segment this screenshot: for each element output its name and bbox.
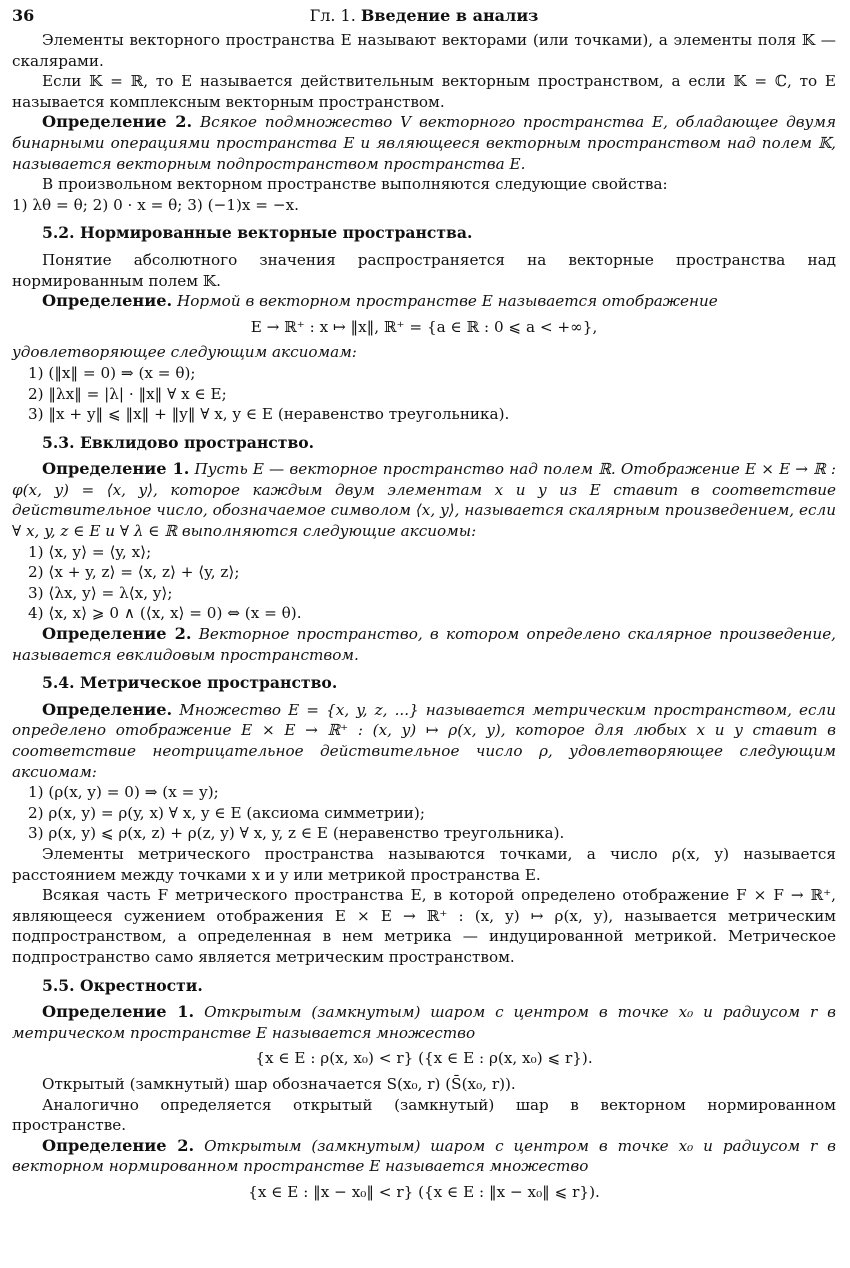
definition-label: Определение 1. bbox=[42, 459, 190, 479]
definition-ball-normed bbox=[12, 1136, 836, 1177]
ball-formula: {x ∈ E : ρ(x, x₀) < r} ({x ∈ E : ρ(x, x₀) ⩽ r}). bbox=[255, 1049, 593, 1068]
running-header bbox=[12, 4, 836, 30]
metric-axiom-1: 1) (ρ(x, y) = 0) ⇒ (x = y); bbox=[28, 783, 219, 802]
section-5-2-heading: 5.2. Нормированные векторные пространства. bbox=[42, 223, 473, 243]
section-5-3-heading: 5.3. Евклидово пространство. bbox=[42, 432, 315, 452]
metric-axiom-2: 2) ρ(x, y) = ρ(y, x) ∀ x, y ∈ E (аксиома симметрии); bbox=[28, 803, 425, 822]
definition-norm bbox=[12, 291, 836, 312]
paragraph-ball-notation: Открытый (замкнутый) шар обозначается S(x₀, r) (S̄(x₀, r)). bbox=[42, 1074, 516, 1093]
paragraph-ball-normed: Аналогично определяется открытый (замкнутый) шар в векторном нормированном пространстве. bbox=[12, 1095, 836, 1135]
definition-metric bbox=[12, 700, 836, 782]
paragraph-properties: В произвольном векторном пространстве выполняются следующие свойства: bbox=[42, 175, 668, 194]
scalar-axiom-1: 1) ⟨x, y⟩ = ⟨y, x⟩; bbox=[28, 542, 152, 561]
definition-ball-metric bbox=[12, 1002, 836, 1043]
scalar-axiom-3: 3) ⟨λx, y⟩ = λ⟨x, y⟩; bbox=[28, 583, 173, 602]
paragraph-real-complex: Если 𝕂 = ℝ, то E называется действительным векторным пространством, а если 𝕂 = ℂ, то E называется комплексным векторным пространством. bbox=[12, 72, 836, 111]
definition-text: Множество E = {x, y, z, ...} называется метрическим пространством, если определено отображение E × E → ℝ⁺ : (x, y) ↦ ρ(x, y), которое для любых x и y ставит в соответствие неотрицательное действительное число ρ, удовлетворяющее следующим аксиомам: bbox=[12, 700, 837, 781]
definition-label: Определение. bbox=[42, 291, 173, 311]
paragraph-points-distance: Элементы метрического пространства называются точками, а число ρ(x, y) называется расстоянием между точками x и y или метрикой пространства E. bbox=[12, 844, 836, 884]
scalar-axiom-4: 4) ⟨x, x⟩ ⩾ 0 ∧ (⟨x, x⟩ = 0) ⇔ (x = θ). bbox=[28, 604, 302, 623]
paragraph-vectors-scalars: Элементы векторного пространства E называют векторами (или точками), а элементы поля 𝕂 — скалярами. bbox=[12, 31, 836, 70]
paragraph-subspace: Всякая часть F метрического пространства E, в которой определено отображение F × F → ℝ⁺, являющееся сужением отображения E × E → ℝ⁺ : (x, y) ↦ ρ(x, y), называется метрическим подпространством, а определенная в нем метрика — индуцированной метрикой. Метрическое подпространство само является метрическим пространством. bbox=[12, 886, 836, 966]
chapter-heading bbox=[12, 6, 836, 27]
norm-axiom-3: 3) ‖x + y‖ ⩽ ‖x‖ + ‖y‖ ∀ x, y ∈ E (неравенство треугольника). bbox=[28, 405, 510, 424]
definition-text: Нормой в векторном пространстве E называется отображение bbox=[176, 292, 718, 311]
definition-label: Определение 1. bbox=[42, 1002, 195, 1022]
chapter-number: Гл. 1. bbox=[309, 6, 356, 25]
definition-euclidean bbox=[12, 624, 836, 665]
norm-axiom-1: 1) (‖x‖ = 0) ⇒ (x = θ); bbox=[28, 363, 196, 382]
page-number: 36 bbox=[12, 6, 35, 25]
definition-scalar-product bbox=[12, 459, 836, 541]
definition-text: Всякое подмножество V векторного пространства E, обладающее двумя бинарными операциями пространства E и являющееся векторным пространством над полем 𝕂, называется векторным подпространством пространства E. bbox=[12, 113, 837, 173]
ball-normed-formula: {x ∈ E : ‖x − x₀‖ < r} ({x ∈ E : ‖x − x₀‖ ⩽ r}). bbox=[248, 1182, 600, 1201]
definition-label: Определение 2. bbox=[42, 624, 192, 644]
definition-label: Определение 2. bbox=[42, 1135, 195, 1155]
scalar-axiom-2: 2) ⟨x + y, z⟩ = ⟨x, z⟩ + ⟨y, z⟩; bbox=[28, 563, 240, 582]
properties-line: 1) λθ = θ; 2) 0 · x = θ; 3) (−1)x = −x. bbox=[12, 195, 299, 214]
metric-axiom-3: 3) ρ(x, y) ⩽ ρ(x, z) + ρ(z, y) ∀ x, y, z ∈ E (неравенство треугольника). bbox=[28, 824, 565, 843]
definition-subspace bbox=[12, 112, 836, 174]
definition-text: Открытым (замкнутым) шаром с центром в точке x₀ и радиусом r в векторном нормированном пространстве E называется множество bbox=[12, 1136, 836, 1176]
norm-axioms-intro: удовлетворяющее следующим аксиомам: bbox=[12, 343, 357, 362]
norm-formula: E → ℝ⁺ : x ↦ ‖x‖, ℝ⁺ = {a ∈ ℝ : 0 ⩽ a < +∞}, bbox=[250, 317, 598, 336]
definition-label: Определение 2. bbox=[42, 112, 193, 132]
section-5-4-heading: 5.4. Метрическое пространство. bbox=[42, 673, 338, 693]
definition-text: Пусть E — векторное пространство над полем ℝ. Отображение E × E → ℝ : φ(x, y) = ⟨x, y⟩, которое каждым двум элементам x и y из E ставит в соответствие действительное число, обозначаемое символом ⟨x, y⟩, называется скалярным произведением, если ∀ x, y, z ∈ E и ∀ λ ∈ ℝ выполняются следующие аксиомы: bbox=[12, 460, 836, 541]
paragraph-abs-value: Понятие абсолютного значения распространяется на векторные пространства над нормированным полем 𝕂. bbox=[12, 250, 836, 290]
norm-axiom-2: 2) ‖λx‖ = |λ| · ‖x‖ ∀ x ∈ E; bbox=[28, 384, 227, 403]
chapter-title: Введение в анализ bbox=[360, 6, 539, 25]
definition-text: Векторное пространство, в котором определено скалярное произведение, называется евклидовым пространством. bbox=[12, 625, 837, 664]
section-5-5-heading: 5.5. Окрестности. bbox=[42, 975, 203, 995]
definition-text: Открытым (замкнутым) шаром с центром в точке x₀ и радиусом r в метрическом пространстве E называется множество bbox=[12, 1003, 836, 1042]
definition-label: Определение. bbox=[42, 699, 173, 719]
